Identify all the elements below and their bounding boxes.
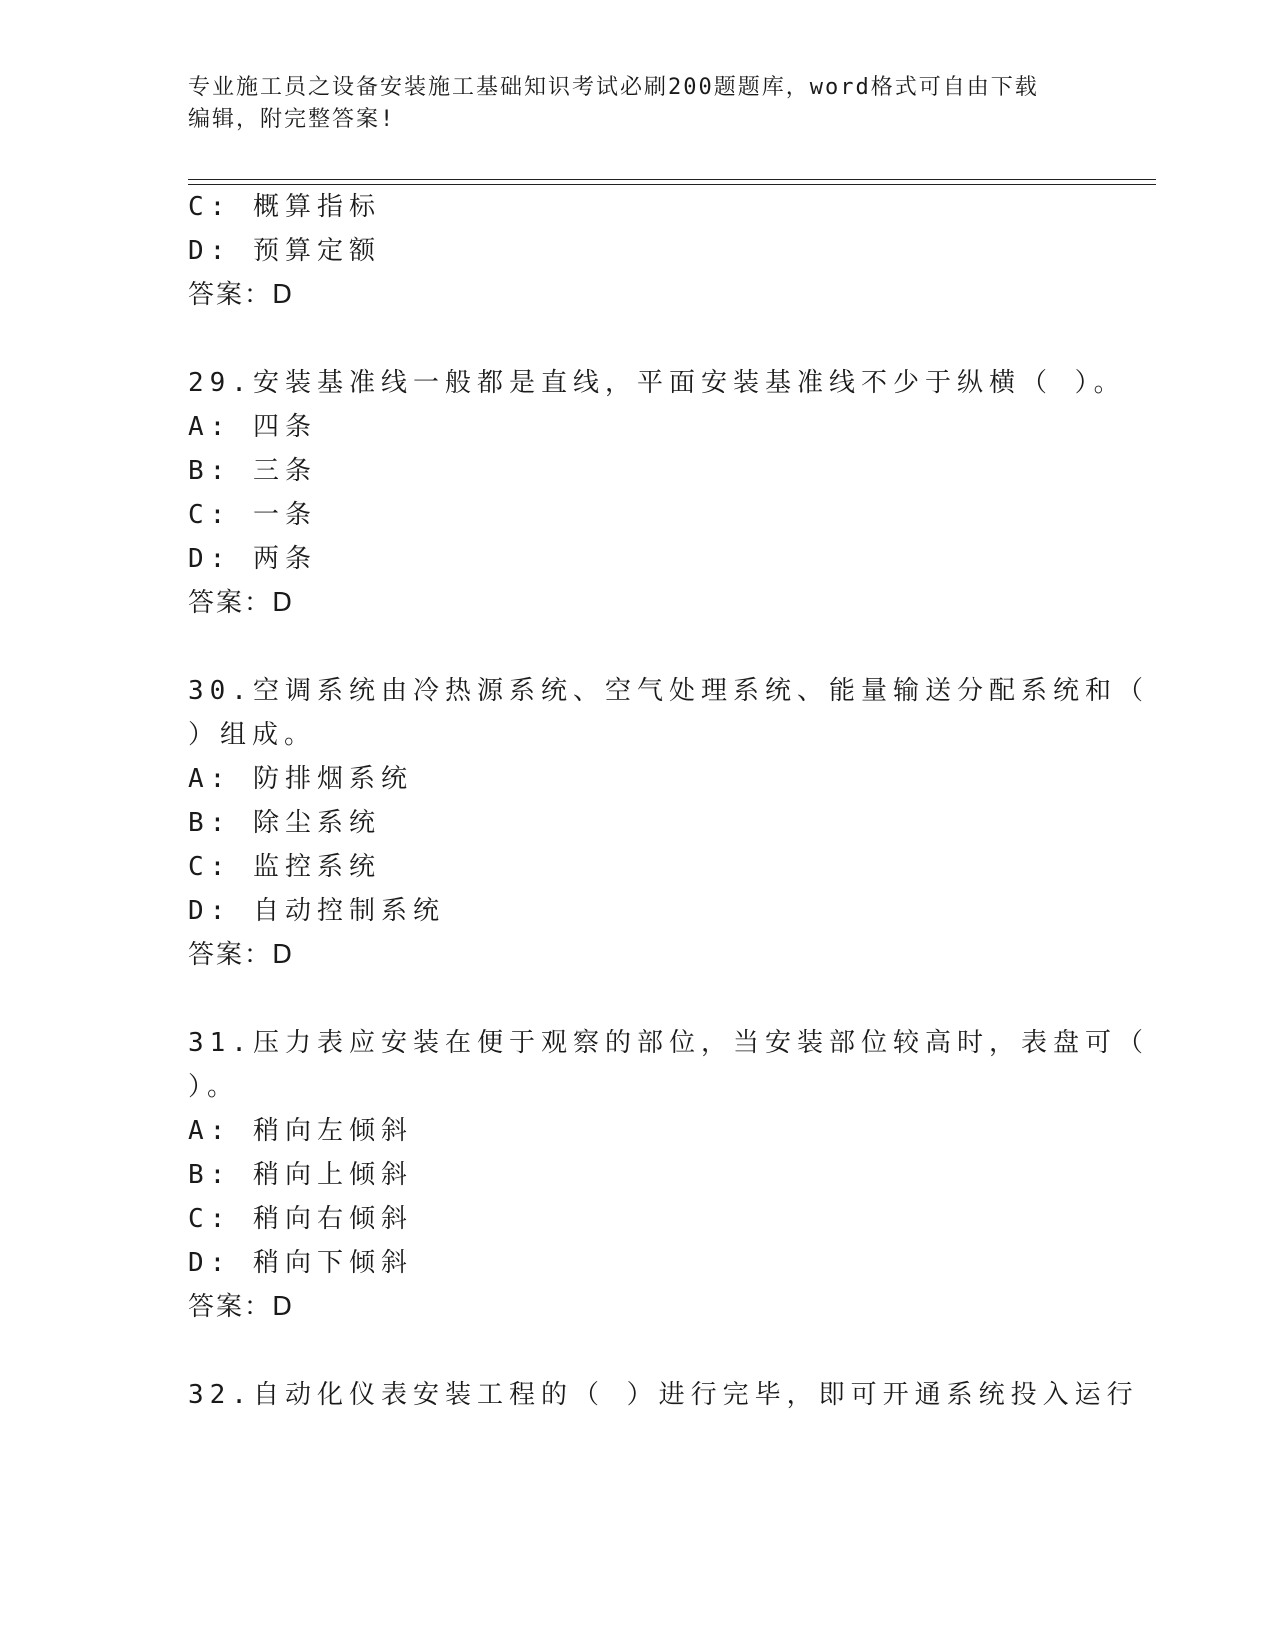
q28-answer: 答案：D [188,280,295,310]
q30-stem-line-2: ）组成。 [188,720,317,750]
header-divider-top [188,179,1156,180]
q30-answer: 答案：D [188,940,295,970]
q29-stem: 29.安装基准线一般都是直线，平面安装基准线不少于纵横（ ）。 [188,368,1126,398]
q30-option-a: A: 防排烟系统 [188,764,413,794]
q29-option-a: A: 四条 [188,412,317,442]
q31-option-b: B: 稍向上倾斜 [188,1160,413,1190]
q30-option-c: C: 监控系统 [188,852,381,882]
q29-option-b: B: 三条 [188,456,317,486]
q28-option-d: D: 预算定额 [188,236,381,266]
header-title-line-1: 专业施工员之设备安装施工基础知识考试必刷200题题库，word格式可自由下载 [188,75,1039,100]
q29-option-d: D: 两条 [188,544,317,574]
header-divider-bottom [188,184,1156,185]
q30-stem-line-1: 30.空调系统由冷热源系统、空气处理系统、能量输送分配系统和（ [188,676,1149,706]
q31-stem-line-1: 31.压力表应安装在便于观察的部位，当安装部位较高时，表盘可（ [188,1028,1149,1058]
q31-stem-line-2: ）。 [188,1072,240,1102]
q28-option-c: C: 概算指标 [188,192,381,222]
document-header [188,72,1068,136]
q31-option-d: D: 稍向下倾斜 [188,1248,413,1278]
q29-answer: 答案：D [188,588,295,618]
header-title-line-2: 编辑，附完整答案! [188,107,396,132]
q32-stem-line-1: 32.自动化仪表安装工程的（ ）进行完毕，即可开通系统投入运行 [188,1380,1139,1410]
q31-answer: 答案：D [188,1292,295,1322]
q31-option-c: C: 稍向右倾斜 [188,1204,413,1234]
q30-option-b: B: 除尘系统 [188,808,381,838]
q29-option-c: C: 一条 [188,500,317,530]
q31-option-a: A: 稍向左倾斜 [188,1116,413,1146]
q30-option-d: D: 自动控制系统 [188,896,445,926]
